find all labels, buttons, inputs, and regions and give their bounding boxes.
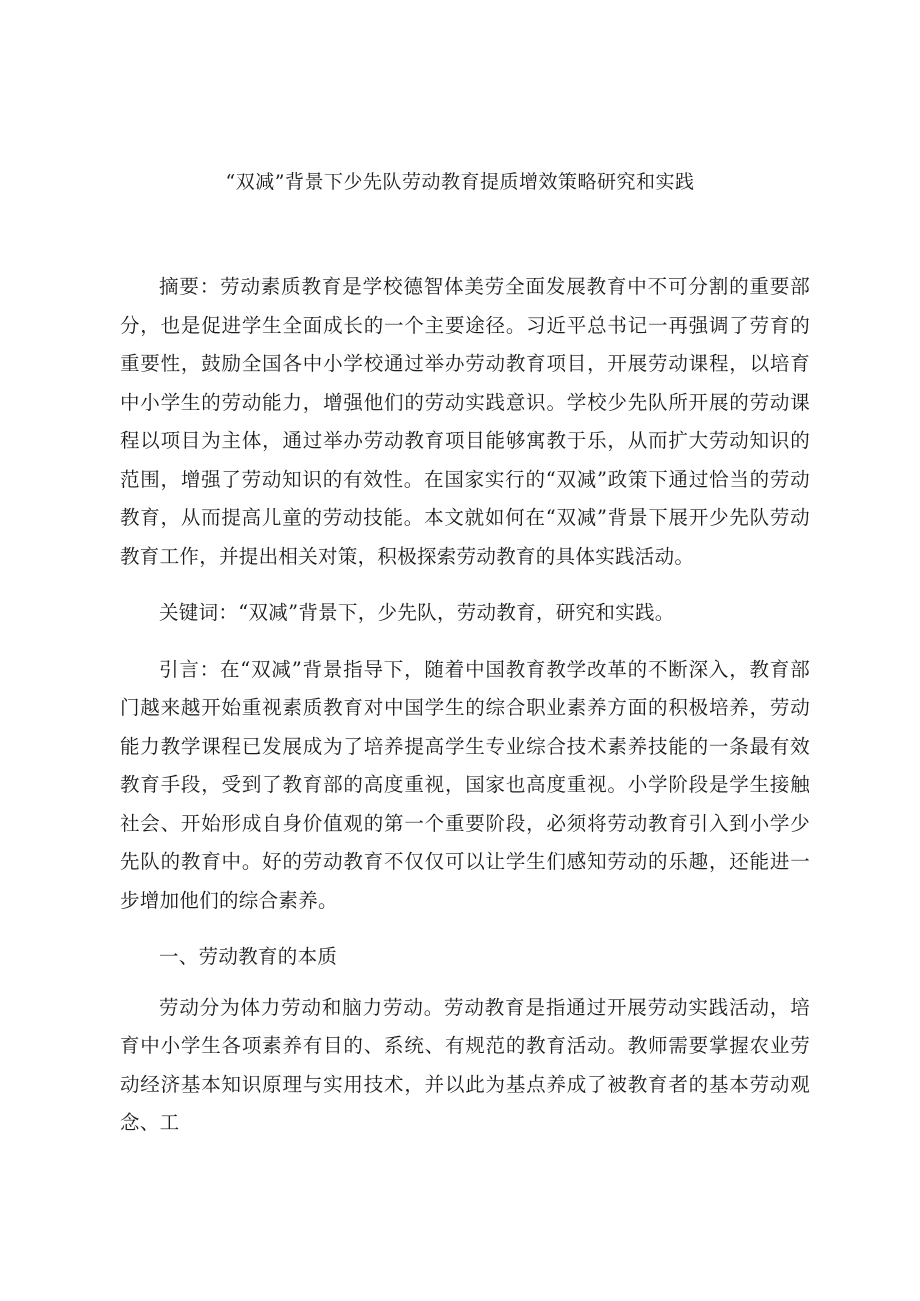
document-body <box>120 268 810 1161</box>
section-heading: 一、劳动教育的本质 <box>159 945 338 968</box>
section-paragraph: 劳动分为体力劳动和脑力劳动。劳动教育是指通过开展劳动实践活动，培育中小学生各项素养有目的、系统、有规范的教育活动。教师需要掌握农业劳动经济基本知识原理与实用技术，并以此为基点养成了被教育者的基本劳动观念、工 <box>120 995 810 1134</box>
document-title: “双减”背景下少先队劳动教育提质增效策略研究和实践 <box>225 171 695 193</box>
keywords-paragraph: 关键词：“双减”背景下，少先队，劳动教育，研究和实践。 <box>159 601 675 624</box>
abstract-paragraph: 摘要：劳动素质教育是学校德智体美劳全面发展教育中不可分割的重要部分，也是促进学生全面成长的一个主要途径。习近平总书记一再强调了劳育的重要性，鼓励全国各中小学校通过举办劳动教育项目，开展劳动课程，以培育中小学生的劳动能力，增强他们的劳动实践意识。学校少先队所开展的劳动课程以项目为主体，通过举办劳动教育项目能够寓教于乐，从而扩大劳动知识的范围，增强了劳动知识的有效性。在国家实行的“双减”政策下通过恰当的劳动教育，从而提高儿童的劳动技能。本文就如何在“双减”背景下展开少先队劳动教育工作，并提出相关对策，积极探索劳动教育的具体实践活动。 <box>120 275 810 568</box>
introduction-paragraph: 引言：在“双减”背景指导下，随着中国教育教学改革的不断深入，教育部门越来越开始重视素质教育对中国学生的综合职业素养方面的积极培养，劳动能力教学课程已发展成为了培养提高学生专业综合技术素养技能的一条最有效教育手段，受到了教育部的高度重视，国家也高度重视。小学阶段是学生接触社会、开始形成自身价值观的第一个重要阶段，必须将劳动教育引入到小学少先队的教育中。好的劳动教育不仅仅可以让学生们感知劳动的乐趣，还能进一步增加他们的综合素养。 <box>120 657 810 912</box>
